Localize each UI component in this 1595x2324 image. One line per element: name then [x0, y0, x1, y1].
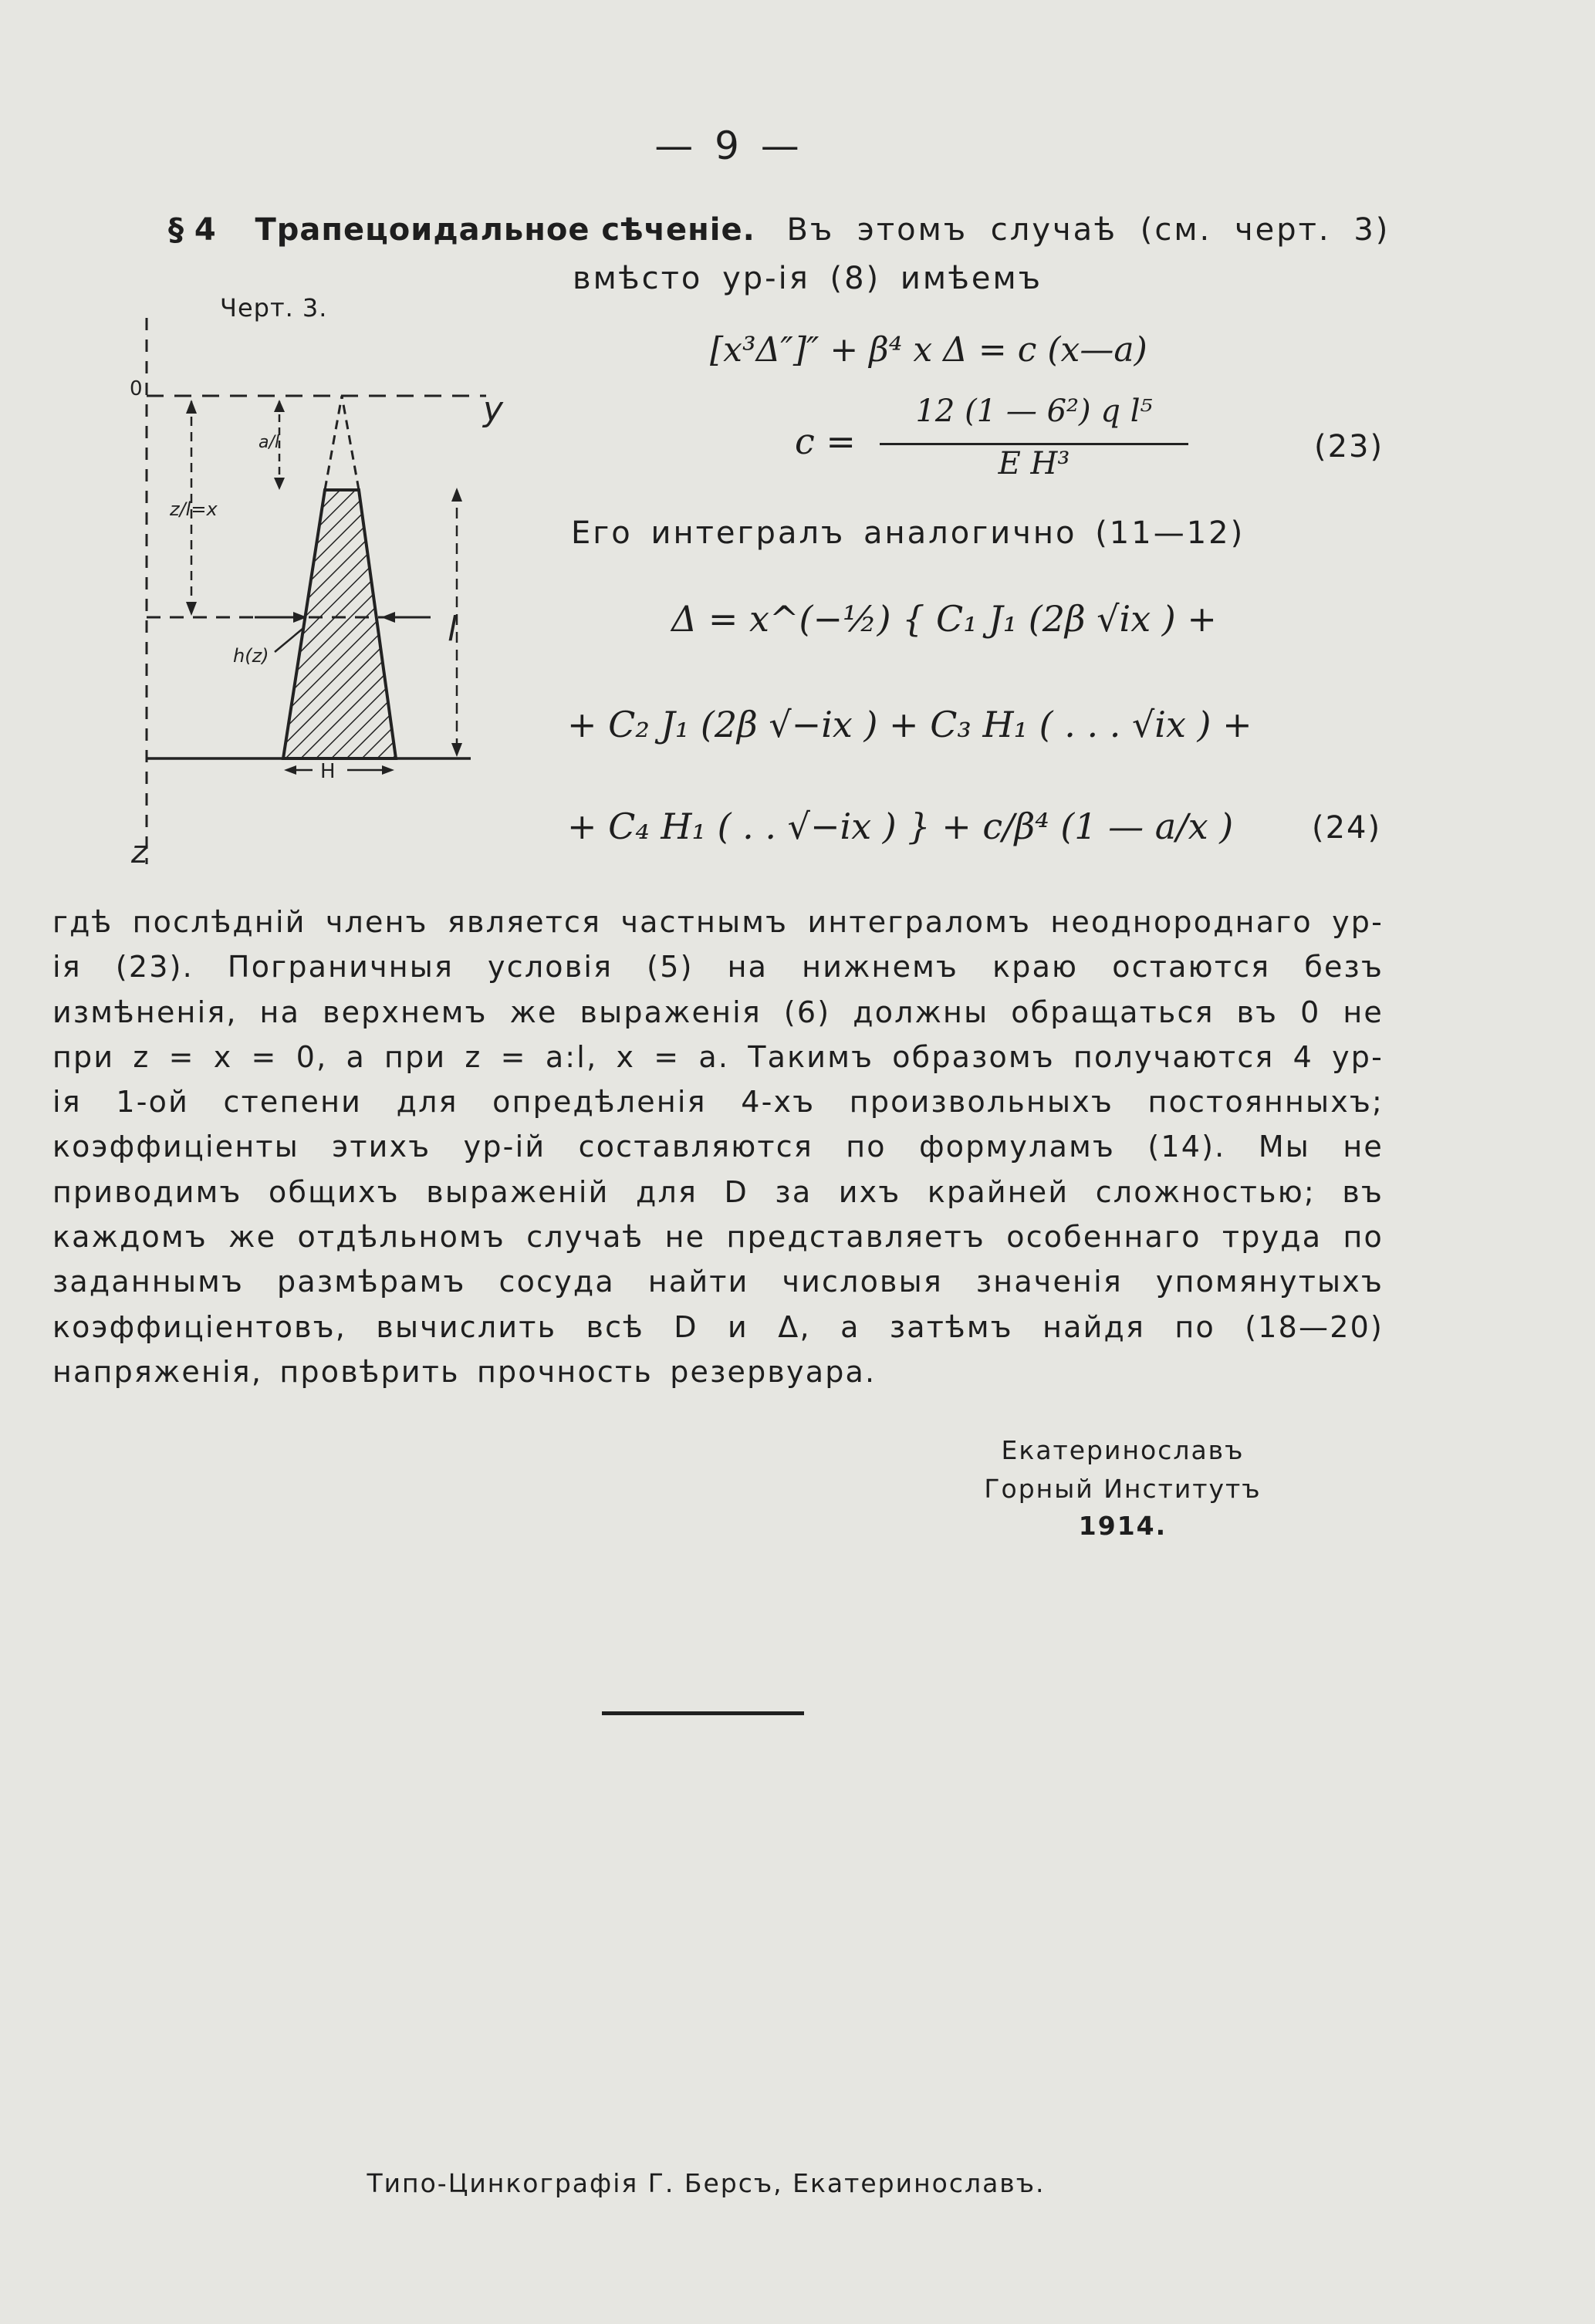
printer-footer: Типо-Цинкографія Г. Берсъ, Екатеринославъ. [367, 2168, 1046, 2198]
equation-24-number: (24) [1312, 810, 1382, 846]
equation-24-line3: + C₄ H₁ ( . . √−ix ) } + c/β⁴ (1 — a/x ) [567, 806, 1234, 847]
equation-23-number: (23) [1314, 429, 1384, 464]
figure-y-label: y [483, 390, 504, 429]
equation-23-denominator: E H³ [998, 446, 1070, 481]
figure-z-label: z [131, 835, 147, 870]
section-intro-line2: вмѣсто ур-ія (8) имѣемъ [573, 261, 1042, 296]
equation-24-line2: + C₂ J₁ (2β √−ix ) + C₃ H₁ ( . . . √ix ) + [567, 704, 1252, 745]
figure-origin-label: 0 [130, 377, 143, 400]
signature-institute: Горный Институтъ [984, 1474, 1262, 1504]
apex-dash-right [342, 396, 359, 490]
integral-intro: Его интегралъ аналогично (11—12) [571, 515, 1245, 551]
page-number: — 9 — [654, 123, 804, 168]
signature-year: 1914. [1078, 1511, 1168, 1541]
equation-1: [x³Δ″]″ + β⁴ x Δ = c (x—a) [710, 330, 1147, 370]
equation-23-fraction-bar [880, 443, 1188, 445]
figure-z-over-l-label: z/l=x [170, 498, 218, 520]
apex-dash-left [325, 396, 342, 490]
section-intro-line1: Въ этомъ случаѣ (см. черт. 3) [786, 212, 1391, 248]
figure-thickness-label: h(z) [233, 645, 269, 667]
figure-base-label: H [320, 760, 336, 783]
equation-24-line1: Δ = x^(−½) { C₁ J₁ (2β √ix ) + [671, 598, 1217, 640]
figure-label: Черт. 3. [220, 293, 328, 323]
figure-trapezoid-section [123, 309, 525, 880]
figure-a-over-l-label: a/l [259, 433, 280, 452]
figure-height-label: l [448, 610, 458, 649]
section-number: § 4 [168, 212, 216, 248]
section-title: Трапецоидальное сѣченіе. [255, 212, 755, 248]
equation-23-numerator: 12 (1 — 6²) q l⁵ [915, 394, 1153, 429]
section-heading [168, 212, 1390, 248]
signature-city: Екатеринославъ [1001, 1435, 1245, 1465]
end-rule [602, 1711, 804, 1715]
body-paragraph: гдѣ послѣдній членъ является частнымъ интеграломъ неоднороднаго ур-ія (23). Пограничныя условія (5) на нижнемъ краю остаются безъ измѣненія, на верхнемъ же выраженія (6) должны обращаться въ 0 не при z = x = 0, а при z = a:l, x = a. Такимъ образомъ получаются 4 ур-ія 1-ой степени для опредѣленія 4-хъ произвольныхъ постоянныхъ; коэффиціенты этихъ ур-ій составляются по формуламъ (14). Мы не приводимъ общихъ выраженій для D за ихъ крайней сложностью; въ каждомъ же отдѣльномъ случаѣ не представляетъ особеннаго труда по заданнымъ размѣрамъ сосуда найти числовыя значенія упомянутыхъ коэффиціентовъ, вычислить всѣ D и Δ, а затѣмъ найдя по (18—20) напряженія, провѣрить прочность резервуара. [52, 905, 1384, 1389]
equation-23-lhs: c = [795, 421, 856, 462]
trapezoid-section [283, 490, 396, 758]
